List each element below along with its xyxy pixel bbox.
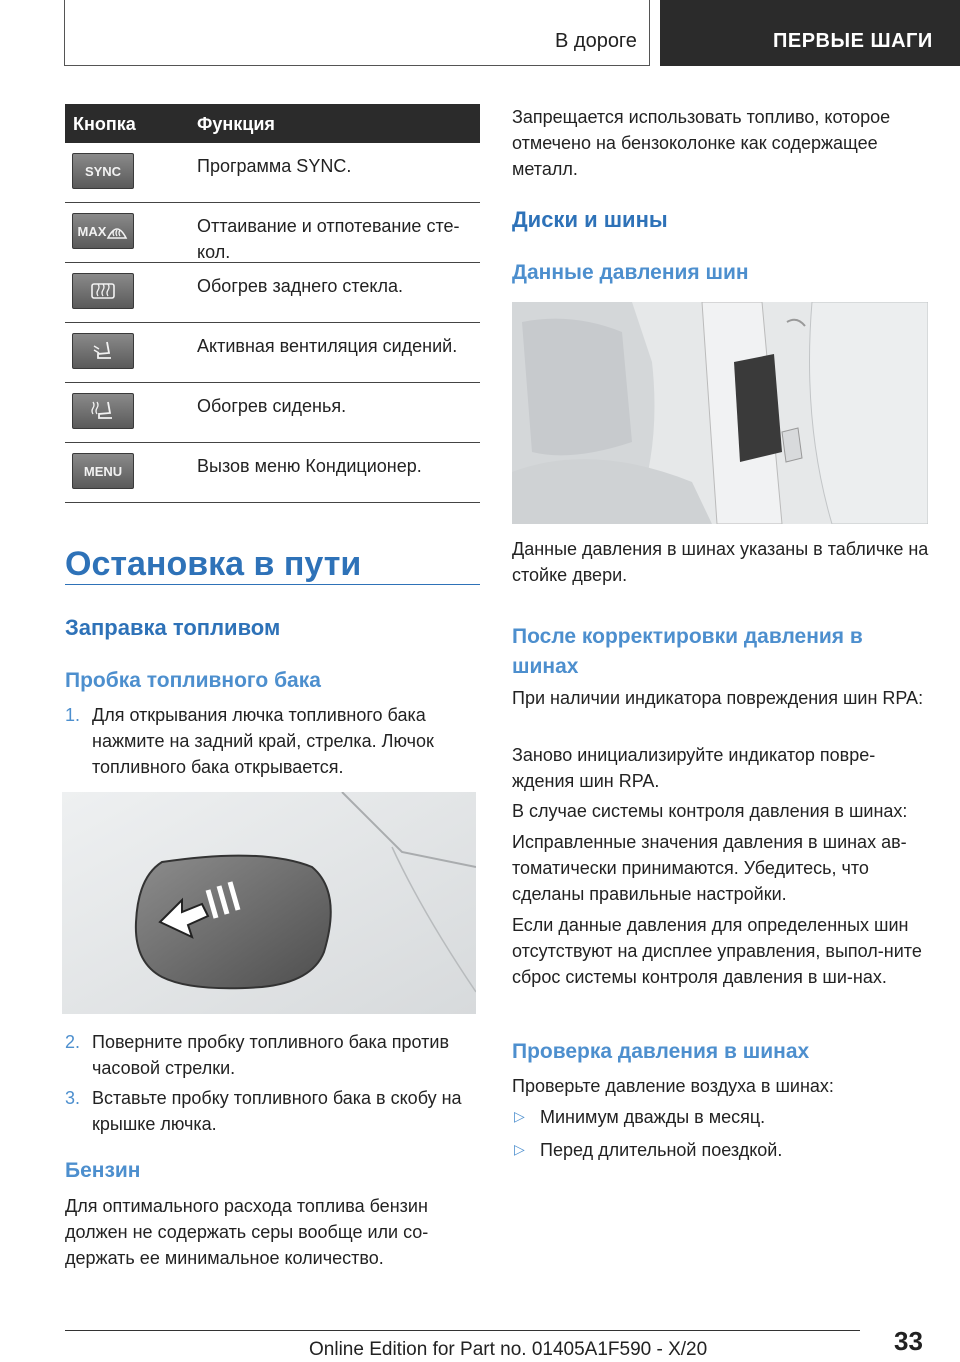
heading-fuel-cap: Пробка топливного бака — [65, 669, 321, 692]
table-cell-function: Обогрев заднего стекла. — [197, 276, 404, 296]
check-pressure-text: Проверьте давление воздуха в шинах: — [512, 1076, 834, 1096]
list-item: Минимум дважды в месяц. — [540, 1107, 766, 1127]
heading-refuel: Заправка топливом — [65, 615, 281, 640]
triangle-bullet-icon: ▷ — [514, 1108, 525, 1124]
footer-rule — [65, 1330, 860, 1331]
table-row — [65, 263, 480, 323]
step-text: Вставьте пробку топливного бака в скобу на крышке лючка. — [92, 1088, 462, 1134]
step-number: 1. — [65, 705, 81, 725]
triangle-bullet-icon: ▷ — [514, 1141, 525, 1157]
header-section: В дороге — [555, 30, 637, 52]
seat-heating-icon — [72, 393, 134, 429]
table-cell-function: Вызов меню Кондиционер. — [197, 456, 422, 476]
section-title-stop: Остановка в пути — [65, 545, 362, 583]
rpa-instruction: Заново инициализируйте индикатор повре-ждения шин RPA. — [512, 745, 876, 791]
header-chapter: ПЕРВЫЕ ШАГИ — [660, 0, 960, 66]
table-row — [65, 203, 480, 263]
table-cell-function: Активная вентиляция сидений. — [197, 336, 458, 356]
tpms-reset-instruction: Если данные давления для определенных шин отсутствуют на дисплее управления, выпол-ните сброс системы контроля давления в ши-нах. — [512, 915, 922, 987]
petrol-text: Для оптимального расхода топлива бензин должен не содержать серы вообще или со-держать ее минимальное количество. — [65, 1196, 429, 1268]
step-number: 2. — [65, 1032, 81, 1052]
fuel-flap-image — [62, 792, 476, 1014]
rpa-condition: При наличии индикатора повреждения шин RPA: — [512, 688, 924, 708]
tpms-condition: В случае системы контроля давления в шинах: — [512, 801, 908, 821]
windshield-defrost-icon — [106, 222, 128, 240]
step-text: Поверните пробку топливного бака против часовой стрелки. — [92, 1032, 450, 1078]
heading-tyre-pressure-data: Данные давления шин — [512, 261, 749, 284]
button-function-table — [65, 104, 480, 503]
seat-ventilation-icon — [72, 333, 134, 369]
table-cell-function: Программа SYNC. — [197, 156, 352, 176]
table-row — [65, 323, 480, 383]
metal-fuel-warning: Запрещается использовать топливо, которое отмечено на бензоколонке как содержащее металл. — [512, 107, 891, 179]
max-label: MAX — [77, 223, 107, 239]
table-header-function: Функция — [197, 114, 275, 134]
max-defrost-button-icon — [72, 213, 134, 249]
list-item: Перед длительной поездкой. — [540, 1140, 783, 1160]
table-row — [65, 143, 480, 203]
tpms-instruction: Исправленные значения давления в шинах ав-томатически принимаются. Убедитесь, что сделаны правильные настройки. — [512, 832, 907, 904]
tyre-label-caption: Данные давления в шинах указаны в табличке на стойке двери. — [512, 539, 929, 585]
table-cell-function: Оттаивание и отпотевание сте-кол. — [197, 216, 460, 262]
table-header — [65, 104, 480, 143]
page-number: 33 — [894, 1326, 923, 1356]
heading-after-correction: После корректировки давления в шинах — [512, 625, 863, 678]
heading-petrol: Бензин — [65, 1159, 141, 1182]
table-cell-function: Обогрев сиденья. — [197, 396, 347, 416]
section-rule — [65, 584, 480, 585]
door-pillar-image — [512, 302, 928, 524]
heading-check-pressure: Проверка давления в шинах — [512, 1040, 810, 1063]
table-row — [65, 383, 480, 443]
step-text: Для открывания лючка топливного бака нажмите на задний край, стрелка. Лючок топливного бака открывается. — [92, 705, 434, 777]
table-header-button: Кнопка — [73, 114, 136, 134]
menu-button-icon: MENU — [72, 453, 134, 489]
rear-window-heat-icon — [72, 273, 134, 309]
edition-footer: Online Edition for Part no. 01405A1F590 - X/20 — [309, 1339, 708, 1360]
step-number: 3. — [65, 1088, 81, 1108]
sync-button-icon: SYNC — [72, 153, 134, 189]
table-row — [65, 443, 480, 503]
heading-wheels-tyres: Диски и шины — [512, 207, 668, 232]
